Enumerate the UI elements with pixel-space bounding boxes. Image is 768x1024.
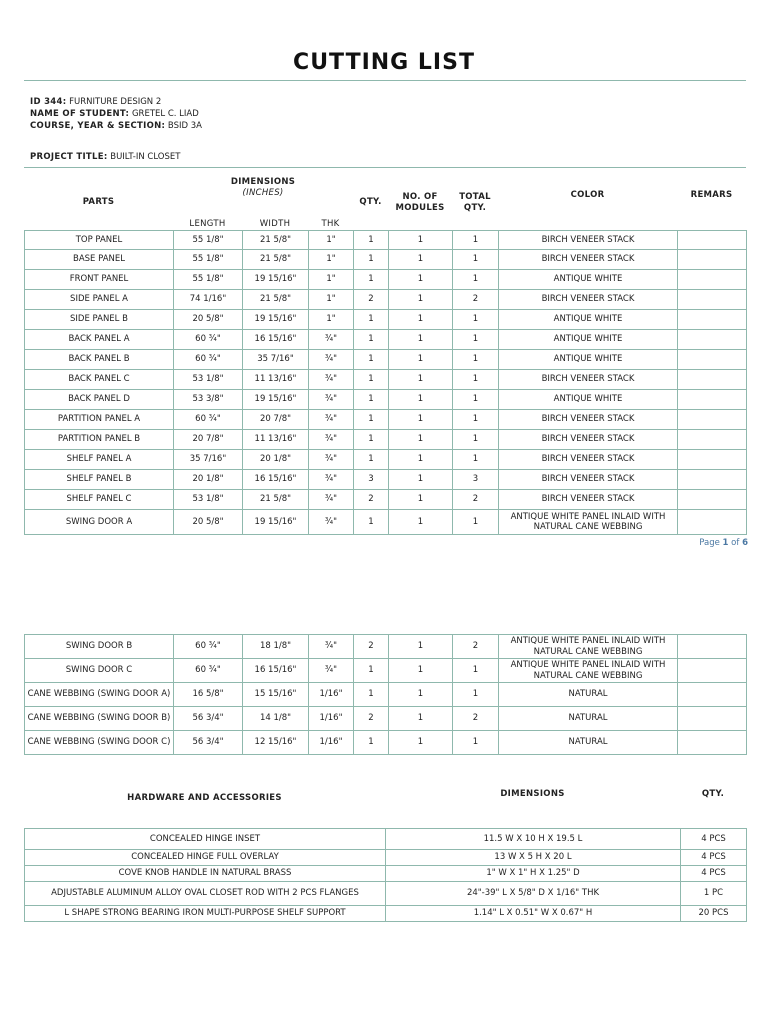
cell-part: SWING DOOR A bbox=[25, 510, 174, 535]
hardware-row bbox=[25, 906, 747, 922]
header-length: LENGTH bbox=[189, 219, 226, 230]
cell-total-qty: 1 bbox=[453, 731, 499, 755]
cell-length: 16 5/8" bbox=[174, 683, 243, 707]
cell-qty: 2 bbox=[354, 707, 389, 731]
table-row bbox=[25, 330, 747, 350]
cell-modules: 1 bbox=[389, 290, 453, 310]
cell-modules: 1 bbox=[389, 330, 453, 350]
cell-modules: 1 bbox=[389, 270, 453, 290]
cell-total-qty: 1 bbox=[453, 683, 499, 707]
cell-item: CONCEALED HINGE FULL OVERLAY bbox=[25, 850, 386, 866]
cell-length: 60 ¾" bbox=[174, 659, 243, 683]
cell-remarks bbox=[678, 430, 747, 450]
cell-total-qty: 1 bbox=[453, 659, 499, 683]
cell-dimensions: 1.14" L X 0.51" W X 0.67" H bbox=[386, 906, 681, 922]
cell-qty: 3 bbox=[354, 470, 389, 490]
cell-length: 20 7/8" bbox=[174, 430, 243, 450]
cell-remarks bbox=[678, 635, 747, 659]
header-width: WIDTH bbox=[259, 219, 291, 230]
cell-total-qty: 1 bbox=[453, 270, 499, 290]
cell-item: ADJUSTABLE ALUMINUM ALLOY OVAL CLOSET ROD WITH 2 PCS FLANGES bbox=[25, 882, 386, 906]
cell-total-qty: 1 bbox=[453, 450, 499, 470]
cell-part: CANE WEBBING (SWING DOOR A) bbox=[25, 683, 174, 707]
cell-length: 60 ¾" bbox=[174, 350, 243, 370]
cell-part: SHELF PANEL B bbox=[25, 470, 174, 490]
cell-length: 60 ¾" bbox=[174, 410, 243, 430]
cutting-list-table-page1 bbox=[24, 230, 747, 535]
cell-qty: 1 bbox=[354, 410, 389, 430]
cell-modules: 1 bbox=[389, 370, 453, 390]
cell-qty: 1 bbox=[354, 270, 389, 290]
cell-width: 20 7/8" bbox=[243, 410, 309, 430]
cell-qty: 2 bbox=[354, 490, 389, 510]
table-row bbox=[25, 250, 747, 270]
cell-total-qty: 3 bbox=[453, 470, 499, 490]
cell-qty: 2 bbox=[354, 635, 389, 659]
cell-remarks bbox=[678, 490, 747, 510]
cell-thk: ¾" bbox=[309, 370, 354, 390]
cell-length: 60 ¾" bbox=[174, 635, 243, 659]
cell-length: 55 1/8" bbox=[174, 250, 243, 270]
cell-color: ANTIQUE WHITE PANEL INLAID WITH NATURAL CANE WEBBING bbox=[499, 635, 678, 659]
cell-thk: ¾" bbox=[309, 330, 354, 350]
header-total-qty: TOTAL QTY. bbox=[459, 192, 491, 213]
cell-modules: 1 bbox=[389, 350, 453, 370]
header-thk: THK bbox=[321, 219, 340, 230]
cell-part: FRONT PANEL bbox=[25, 270, 174, 290]
cell-thk: 1/16" bbox=[309, 731, 354, 755]
cell-dimensions: 24"-39" L X 5/8" D X 1/16" THK bbox=[386, 882, 681, 906]
cell-modules: 1 bbox=[389, 635, 453, 659]
cell-qty: 1 PC bbox=[681, 882, 747, 906]
cell-length: 20 5/8" bbox=[174, 510, 243, 535]
cell-color: BIRCH VENEER STACK bbox=[499, 250, 678, 270]
cell-modules: 1 bbox=[389, 510, 453, 535]
cell-part: BACK PANEL A bbox=[25, 330, 174, 350]
table-row bbox=[25, 450, 747, 470]
cell-thk: ¾" bbox=[309, 635, 354, 659]
cell-width: 19 15/16" bbox=[243, 270, 309, 290]
id-line: ID 344: FURNITURE DESIGN 2 bbox=[30, 97, 162, 107]
cell-dimensions: 11.5 W X 10 H X 19.5 L bbox=[386, 829, 681, 850]
hardware-row bbox=[25, 866, 747, 882]
cell-thk: 1/16" bbox=[309, 707, 354, 731]
hardware-row bbox=[25, 829, 747, 850]
cell-part: TOP PANEL bbox=[25, 231, 174, 250]
cell-remarks bbox=[678, 659, 747, 683]
cell-length: 53 3/8" bbox=[174, 390, 243, 410]
header-parts: PARTS bbox=[82, 197, 115, 208]
cell-color: NATURAL bbox=[499, 683, 678, 707]
cell-part: CANE WEBBING (SWING DOOR B) bbox=[25, 707, 174, 731]
cell-part: BASE PANEL bbox=[25, 250, 174, 270]
cell-remarks bbox=[678, 231, 747, 250]
cell-modules: 1 bbox=[389, 231, 453, 250]
cell-width: 16 15/16" bbox=[243, 470, 309, 490]
cell-width: 21 5/8" bbox=[243, 250, 309, 270]
title-divider bbox=[24, 80, 746, 81]
cell-color: ANTIQUE WHITE bbox=[499, 310, 678, 330]
cell-remarks bbox=[678, 270, 747, 290]
table-row bbox=[25, 731, 747, 755]
cell-part: PARTITION PANEL A bbox=[25, 410, 174, 430]
table-row bbox=[25, 231, 747, 250]
cell-part: SIDE PANEL A bbox=[25, 290, 174, 310]
cell-color: BIRCH VENEER STACK bbox=[499, 450, 678, 470]
cell-color: ANTIQUE WHITE bbox=[499, 330, 678, 350]
page-title: CUTTING LIST bbox=[293, 50, 475, 75]
cell-width: 16 15/16" bbox=[243, 659, 309, 683]
cell-total-qty: 1 bbox=[453, 410, 499, 430]
cell-width: 14 1/8" bbox=[243, 707, 309, 731]
cell-length: 53 1/8" bbox=[174, 490, 243, 510]
table-row bbox=[25, 290, 747, 310]
header-modules: NO. OF MODULES bbox=[395, 192, 445, 213]
cell-item: COVE KNOB HANDLE IN NATURAL BRASS bbox=[25, 866, 386, 882]
cell-thk: 1/16" bbox=[309, 683, 354, 707]
cell-qty: 2 bbox=[354, 290, 389, 310]
cell-thk: 1" bbox=[309, 310, 354, 330]
cell-modules: 1 bbox=[389, 310, 453, 330]
table-row bbox=[25, 430, 747, 450]
table-row bbox=[25, 635, 747, 659]
cell-length: 60 ¾" bbox=[174, 330, 243, 350]
header-dimensions: DIMENSIONS (INCHES) bbox=[230, 177, 296, 198]
cell-qty: 1 bbox=[354, 683, 389, 707]
cell-color: BIRCH VENEER STACK bbox=[499, 430, 678, 450]
student-line: NAME OF STUDENT: GRETEL C. LIAD bbox=[30, 109, 199, 119]
cell-remarks bbox=[678, 330, 747, 350]
project-divider bbox=[24, 167, 746, 168]
cell-width: 18 1/8" bbox=[243, 635, 309, 659]
cell-width: 19 15/16" bbox=[243, 310, 309, 330]
cell-total-qty: 1 bbox=[453, 510, 499, 535]
cell-qty: 1 bbox=[354, 510, 389, 535]
cell-qty: 1 bbox=[354, 659, 389, 683]
cell-length: 74 1/16" bbox=[174, 290, 243, 310]
cell-part: SHELF PANEL C bbox=[25, 490, 174, 510]
cell-qty: 1 bbox=[354, 731, 389, 755]
cell-part: SHELF PANEL A bbox=[25, 450, 174, 470]
hardware-row bbox=[25, 850, 747, 866]
cell-width: 12 15/16" bbox=[243, 731, 309, 755]
cell-qty: 1 bbox=[354, 310, 389, 330]
hardware-dimensions-heading: DIMENSIONS bbox=[500, 789, 565, 799]
table-row bbox=[25, 310, 747, 330]
cell-width: 35 7/16" bbox=[243, 350, 309, 370]
table-row bbox=[25, 370, 747, 390]
course-line: COURSE, YEAR & SECTION: BSID 3A bbox=[30, 121, 202, 131]
cell-remarks bbox=[678, 390, 747, 410]
cell-part: BACK PANEL B bbox=[25, 350, 174, 370]
cell-color: ANTIQUE WHITE bbox=[499, 270, 678, 290]
cell-color: BIRCH VENEER STACK bbox=[499, 410, 678, 430]
cell-thk: ¾" bbox=[309, 430, 354, 450]
cutting-list-table-page2 bbox=[24, 634, 747, 755]
cell-thk: ¾" bbox=[309, 510, 354, 535]
project-line: PROJECT TITLE: BUILT-IN CLOSET bbox=[30, 152, 181, 162]
cell-total-qty: 1 bbox=[453, 430, 499, 450]
table-row bbox=[25, 510, 747, 535]
cell-color: BIRCH VENEER STACK bbox=[499, 370, 678, 390]
cell-length: 55 1/8" bbox=[174, 231, 243, 250]
cell-color: ANTIQUE WHITE bbox=[499, 350, 678, 370]
cell-remarks bbox=[678, 290, 747, 310]
table-row bbox=[25, 470, 747, 490]
cell-dimensions: 13 W X 5 H X 20 L bbox=[386, 850, 681, 866]
cell-length: 56 3/4" bbox=[174, 707, 243, 731]
cell-length: 53 1/8" bbox=[174, 370, 243, 390]
cell-color: ANTIQUE WHITE PANEL INLAID WITH NATURAL CANE WEBBING bbox=[499, 510, 678, 535]
cell-color: NATURAL bbox=[499, 707, 678, 731]
cell-modules: 1 bbox=[389, 731, 453, 755]
cell-color: BIRCH VENEER STACK bbox=[499, 470, 678, 490]
cell-width: 21 5/8" bbox=[243, 231, 309, 250]
cell-modules: 1 bbox=[389, 430, 453, 450]
cell-remarks bbox=[678, 683, 747, 707]
cell-remarks bbox=[678, 350, 747, 370]
cell-thk: ¾" bbox=[309, 470, 354, 490]
cell-remarks bbox=[678, 250, 747, 270]
cell-thk: ¾" bbox=[309, 450, 354, 470]
cell-remarks bbox=[678, 310, 747, 330]
cell-qty: 1 bbox=[354, 350, 389, 370]
cell-modules: 1 bbox=[389, 659, 453, 683]
hardware-row bbox=[25, 882, 747, 906]
cell-total-qty: 2 bbox=[453, 635, 499, 659]
cell-qty: 1 bbox=[354, 430, 389, 450]
cell-part: BACK PANEL D bbox=[25, 390, 174, 410]
cell-length: 20 5/8" bbox=[174, 310, 243, 330]
hardware-table bbox=[24, 828, 747, 922]
cell-modules: 1 bbox=[389, 450, 453, 470]
cell-total-qty: 1 bbox=[453, 350, 499, 370]
page-number: Page 1 of 6 bbox=[699, 538, 748, 548]
cell-total-qty: 1 bbox=[453, 390, 499, 410]
cell-modules: 1 bbox=[389, 410, 453, 430]
cell-total-qty: 1 bbox=[453, 250, 499, 270]
cell-item: L SHAPE STRONG BEARING IRON MULTI-PURPOSE SHELF SUPPORT bbox=[25, 906, 386, 922]
cell-qty: 4 PCS bbox=[681, 866, 747, 882]
cell-total-qty: 1 bbox=[453, 330, 499, 350]
cell-thk: 1" bbox=[309, 250, 354, 270]
cell-width: 16 15/16" bbox=[243, 330, 309, 350]
cell-width: 15 15/16" bbox=[243, 683, 309, 707]
cell-thk: 1" bbox=[309, 290, 354, 310]
cell-length: 56 3/4" bbox=[174, 731, 243, 755]
cell-remarks bbox=[678, 450, 747, 470]
cell-length: 35 7/16" bbox=[174, 450, 243, 470]
cell-qty: 1 bbox=[354, 250, 389, 270]
hardware-heading: HARDWARE AND ACCESSORIES bbox=[127, 793, 282, 803]
cell-thk: 1" bbox=[309, 231, 354, 250]
cell-part: SWING DOOR C bbox=[25, 659, 174, 683]
cell-width: 21 5/8" bbox=[243, 490, 309, 510]
table-row bbox=[25, 410, 747, 430]
table-row bbox=[25, 659, 747, 683]
cell-modules: 1 bbox=[389, 683, 453, 707]
cell-qty: 1 bbox=[354, 231, 389, 250]
cell-total-qty: 1 bbox=[453, 231, 499, 250]
cell-qty: 1 bbox=[354, 390, 389, 410]
cell-qty: 1 bbox=[354, 450, 389, 470]
cell-thk: 1" bbox=[309, 270, 354, 290]
cell-total-qty: 2 bbox=[453, 290, 499, 310]
cell-qty: 20 PCS bbox=[681, 906, 747, 922]
cell-width: 11 13/16" bbox=[243, 370, 309, 390]
header-color: COLOR bbox=[570, 190, 605, 200]
table-row bbox=[25, 350, 747, 370]
cutting-list-header bbox=[24, 174, 746, 231]
cell-total-qty: 2 bbox=[453, 707, 499, 731]
table-row bbox=[25, 707, 747, 731]
table-row bbox=[25, 390, 747, 410]
cell-width: 19 15/16" bbox=[243, 510, 309, 535]
cell-remarks bbox=[678, 731, 747, 755]
cell-thk: ¾" bbox=[309, 390, 354, 410]
cell-modules: 1 bbox=[389, 707, 453, 731]
cell-part: CANE WEBBING (SWING DOOR C) bbox=[25, 731, 174, 755]
cell-qty: 1 bbox=[354, 370, 389, 390]
student-info bbox=[30, 96, 202, 132]
cell-length: 20 1/8" bbox=[174, 470, 243, 490]
cell-color: ANTIQUE WHITE PANEL INLAID WITH NATURAL CANE WEBBING bbox=[499, 659, 678, 683]
cell-thk: ¾" bbox=[309, 490, 354, 510]
cell-total-qty: 1 bbox=[453, 310, 499, 330]
cell-qty: 1 bbox=[354, 330, 389, 350]
cell-part: SIDE PANEL B bbox=[25, 310, 174, 330]
cell-color: BIRCH VENEER STACK bbox=[499, 290, 678, 310]
cell-width: 19 15/16" bbox=[243, 390, 309, 410]
cell-part: SWING DOOR B bbox=[25, 635, 174, 659]
table-row bbox=[25, 490, 747, 510]
cell-remarks bbox=[678, 470, 747, 490]
cell-modules: 1 bbox=[389, 490, 453, 510]
cell-remarks bbox=[678, 707, 747, 731]
cell-remarks bbox=[678, 410, 747, 430]
cell-color: BIRCH VENEER STACK bbox=[499, 490, 678, 510]
hardware-qty-heading: QTY. bbox=[701, 789, 725, 799]
cell-remarks bbox=[678, 510, 747, 535]
cell-dimensions: 1" W X 1" H X 1.25" D bbox=[386, 866, 681, 882]
cell-color: NATURAL bbox=[499, 731, 678, 755]
cell-width: 21 5/8" bbox=[243, 290, 309, 310]
cell-color: BIRCH VENEER STACK bbox=[499, 231, 678, 250]
cell-modules: 1 bbox=[389, 390, 453, 410]
table-row bbox=[25, 683, 747, 707]
cell-modules: 1 bbox=[389, 250, 453, 270]
cell-thk: ¾" bbox=[309, 350, 354, 370]
cell-length: 55 1/8" bbox=[174, 270, 243, 290]
cell-modules: 1 bbox=[389, 470, 453, 490]
cell-part: PARTITION PANEL B bbox=[25, 430, 174, 450]
cell-total-qty: 1 bbox=[453, 370, 499, 390]
cell-qty: 4 PCS bbox=[681, 850, 747, 866]
cell-width: 20 1/8" bbox=[243, 450, 309, 470]
cell-color: ANTIQUE WHITE bbox=[499, 390, 678, 410]
cell-qty: 4 PCS bbox=[681, 829, 747, 850]
cell-item: CONCEALED HINGE INSET bbox=[25, 829, 386, 850]
header-remarks: REMARS bbox=[690, 190, 733, 200]
cell-part: BACK PANEL C bbox=[25, 370, 174, 390]
table-row bbox=[25, 270, 747, 290]
cell-total-qty: 2 bbox=[453, 490, 499, 510]
cell-thk: ¾" bbox=[309, 410, 354, 430]
cell-thk: ¾" bbox=[309, 659, 354, 683]
cell-width: 11 13/16" bbox=[243, 430, 309, 450]
header-qty: QTY. bbox=[359, 197, 382, 208]
cell-remarks bbox=[678, 370, 747, 390]
